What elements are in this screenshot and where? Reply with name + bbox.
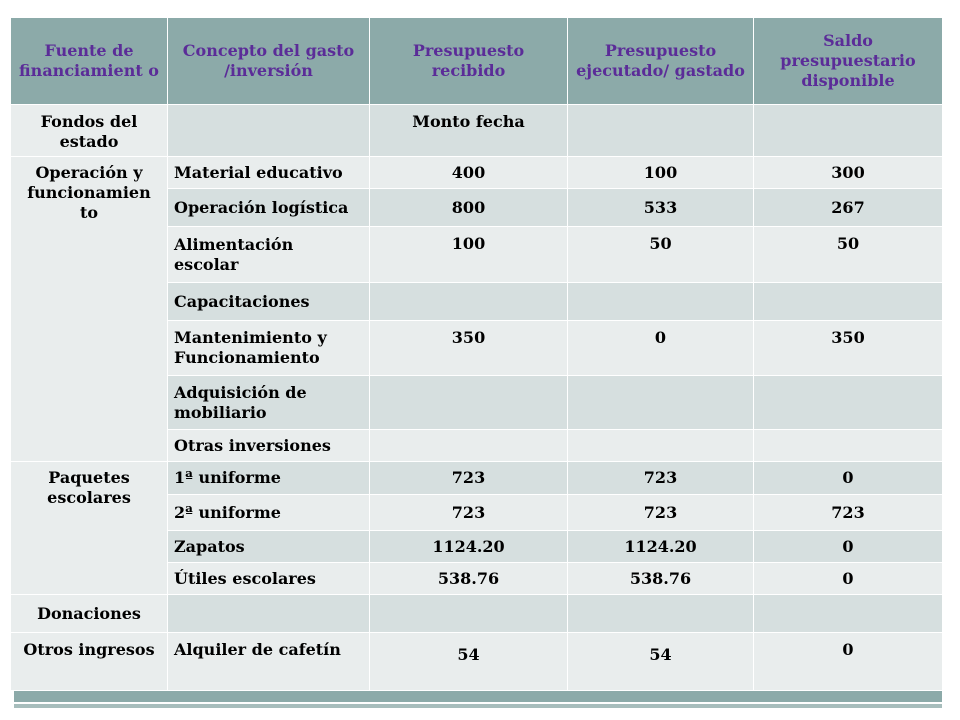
received-cell: 723 xyxy=(370,495,568,531)
balance-cell: 0 xyxy=(754,633,943,691)
header-received: Presupuesto recibido xyxy=(370,18,568,105)
table-row xyxy=(11,595,943,633)
concept-cell: Zapatos xyxy=(168,531,370,563)
header-executed: Presupuesto ejecutado/ gastado xyxy=(568,18,754,105)
table-row xyxy=(11,157,943,189)
concept-cell: Adquisición de mobiliario xyxy=(168,376,370,430)
executed-cell xyxy=(568,283,754,321)
balance-cell xyxy=(754,595,943,633)
balance-cell: 350 xyxy=(754,321,943,376)
received-cell: Monto fecha xyxy=(370,105,568,157)
executed-cell xyxy=(568,105,754,157)
table-row xyxy=(11,105,943,157)
concept-cell: Mantenimiento y Funcionamiento xyxy=(168,321,370,376)
concept-cell: Capacitaciones xyxy=(168,283,370,321)
concept-cell: Alquiler de cafetín xyxy=(168,633,370,691)
executed-cell: 723 xyxy=(568,495,754,531)
header-row xyxy=(11,18,943,105)
budget-table xyxy=(10,17,943,691)
concept-cell: Operación logística xyxy=(168,189,370,227)
received-cell: 723 xyxy=(370,462,568,495)
header-concept: Concepto del gasto /inversión xyxy=(168,18,370,105)
executed-cell xyxy=(568,430,754,462)
executed-cell: 1124.20 xyxy=(568,531,754,563)
balance-cell: 50 xyxy=(754,227,943,283)
received-cell: 800 xyxy=(370,189,568,227)
balance-cell xyxy=(754,376,943,430)
concept-cell: Otras inversiones xyxy=(168,430,370,462)
executed-cell: 0 xyxy=(568,321,754,376)
balance-cell: 0 xyxy=(754,531,943,563)
received-cell: 538.76 xyxy=(370,563,568,595)
executed-cell: 538.76 xyxy=(568,563,754,595)
source-cell: Paquetes escolares xyxy=(11,462,168,595)
concept-cell: 1ª uniforme xyxy=(168,462,370,495)
header-balance: Saldo presupuestario disponible xyxy=(754,18,943,105)
concept-cell xyxy=(168,105,370,157)
received-cell: 100 xyxy=(370,227,568,283)
received-cell: 350 xyxy=(370,321,568,376)
balance-cell: 300 xyxy=(754,157,943,189)
header-funding-source: Fuente de financiamient o xyxy=(11,18,168,105)
balance-cell xyxy=(754,430,943,462)
concept-cell: Útiles escolares xyxy=(168,563,370,595)
table-row xyxy=(11,462,943,495)
balance-cell xyxy=(754,105,943,157)
decorative-line xyxy=(14,704,942,708)
received-cell: 54 xyxy=(370,633,568,691)
table-row xyxy=(11,633,943,691)
source-cell: Operación y funcionamien to xyxy=(11,157,168,462)
balance-cell xyxy=(754,283,943,321)
executed-cell: 54 xyxy=(568,633,754,691)
received-cell: 1124.20 xyxy=(370,531,568,563)
executed-cell xyxy=(568,376,754,430)
received-cell xyxy=(370,430,568,462)
concept-cell xyxy=(168,595,370,633)
received-cell xyxy=(370,376,568,430)
concept-cell: Material educativo xyxy=(168,157,370,189)
received-cell xyxy=(370,595,568,633)
balance-cell: 0 xyxy=(754,563,943,595)
source-cell: Otros ingresos xyxy=(11,633,168,691)
executed-cell: 533 xyxy=(568,189,754,227)
source-cell: Donaciones xyxy=(11,595,168,633)
balance-cell: 723 xyxy=(754,495,943,531)
executed-cell: 723 xyxy=(568,462,754,495)
executed-cell xyxy=(568,595,754,633)
received-cell: 400 xyxy=(370,157,568,189)
concept-cell: 2ª uniforme xyxy=(168,495,370,531)
executed-cell: 100 xyxy=(568,157,754,189)
balance-cell: 267 xyxy=(754,189,943,227)
source-cell: Fondos del estado xyxy=(11,105,168,157)
received-cell xyxy=(370,283,568,321)
executed-cell: 50 xyxy=(568,227,754,283)
concept-cell: Alimentación escolar xyxy=(168,227,370,283)
balance-cell: 0 xyxy=(754,462,943,495)
